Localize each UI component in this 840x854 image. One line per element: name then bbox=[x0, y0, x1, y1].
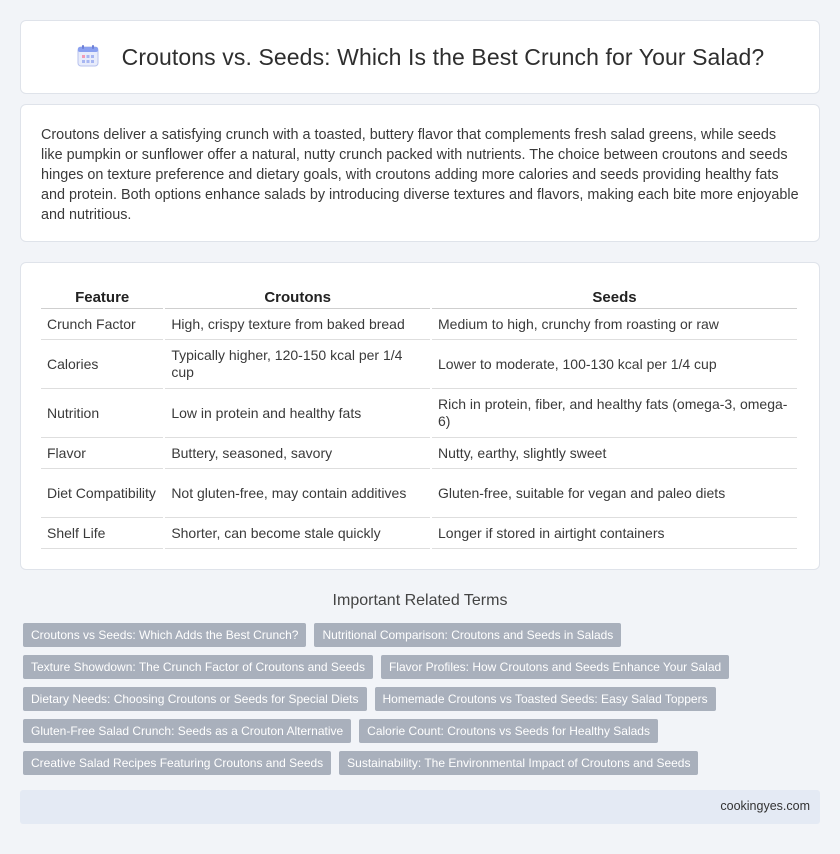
comparison-table bbox=[39, 283, 799, 549]
intro-card bbox=[20, 104, 820, 242]
seeds-cell: Lower to moderate, 100-130 kcal per 1/4 cup bbox=[432, 340, 797, 389]
seeds-cell: Medium to high, crunchy from roasting or raw bbox=[432, 309, 797, 340]
related-term-link[interactable]: Homemade Croutons vs Toasted Seeds: Easy Salad Toppers bbox=[375, 687, 716, 711]
seeds-cell: Gluten-free, suitable for vegan and paleo diets bbox=[432, 469, 797, 518]
related-term-link[interactable]: Creative Salad Recipes Featuring Croutons and Seeds bbox=[23, 751, 331, 775]
feature-cell: Crunch Factor bbox=[41, 309, 163, 340]
header-feature: Feature bbox=[41, 283, 163, 309]
feature-cell: Flavor bbox=[41, 438, 163, 469]
calendar-icon bbox=[76, 44, 100, 68]
table-header-row bbox=[41, 283, 797, 309]
related-term-link[interactable]: Gluten-Free Salad Crunch: Seeds as a Crouton Alternative bbox=[23, 719, 351, 743]
table-row bbox=[41, 518, 797, 549]
table-row bbox=[41, 309, 797, 340]
related-terms-list bbox=[23, 623, 813, 783]
croutons-cell: Buttery, seasoned, savory bbox=[165, 438, 430, 469]
feature-cell: Diet Compatibility bbox=[41, 469, 163, 518]
related-term-link[interactable]: Sustainability: The Environmental Impact of Croutons and Seeds bbox=[339, 751, 698, 775]
tag-row bbox=[23, 751, 813, 775]
comparison-table-card bbox=[20, 262, 820, 570]
seeds-cell: Rich in protein, fiber, and healthy fats (omega-3, omega-6) bbox=[432, 389, 797, 438]
related-term-link[interactable]: Dietary Needs: Choosing Croutons or Seeds for Special Diets bbox=[23, 687, 367, 711]
feature-cell: Calories bbox=[41, 340, 163, 389]
tag-row bbox=[23, 719, 813, 743]
table-row bbox=[41, 389, 797, 438]
croutons-cell: Shorter, can become stale quickly bbox=[165, 518, 430, 549]
croutons-cell: Typically higher, 120-150 kcal per 1/4 cup bbox=[165, 340, 430, 389]
intro-paragraph: Croutons deliver a satisfying crunch with a toasted, buttery flavor that complements fresh salad greens, while seeds like pumpkin or sunflower offer a natural, nutty crunch packed with nutrients. The choice between croutons and seeds hinges on texture preference and dietary goals, with croutons adding more calories and seeds providing healthy fats and protein. Both options enhance salads by introducing diverse textures and flavors, making each bite more enjoyable and nutritious. bbox=[41, 127, 799, 223]
related-terms-heading: Important Related Terms bbox=[332, 592, 508, 609]
title-card bbox=[20, 20, 820, 94]
header-croutons: Croutons bbox=[165, 283, 430, 309]
footer-site-name: cookingyes.com bbox=[720, 799, 810, 813]
table-row bbox=[41, 340, 797, 389]
croutons-cell: Low in protein and healthy fats bbox=[165, 389, 430, 438]
table-row bbox=[41, 469, 797, 518]
header-seeds: Seeds bbox=[432, 283, 797, 309]
tag-row bbox=[23, 687, 813, 711]
page-title: Croutons vs. Seeds: Which Is the Best Crunch for Your Salad? bbox=[121, 43, 765, 70]
related-term-link[interactable]: Croutons vs Seeds: Which Adds the Best Crunch? bbox=[23, 623, 306, 647]
seeds-cell: Nutty, earthy, slightly sweet bbox=[432, 438, 797, 469]
seeds-cell: Longer if stored in airtight containers bbox=[432, 518, 797, 549]
croutons-cell: Not gluten-free, may contain additives bbox=[165, 469, 430, 518]
tag-row bbox=[23, 623, 813, 647]
feature-cell: Shelf Life bbox=[41, 518, 163, 549]
feature-cell: Nutrition bbox=[41, 389, 163, 438]
related-term-link[interactable]: Nutritional Comparison: Croutons and Seeds in Salads bbox=[314, 623, 621, 647]
croutons-cell: High, crispy texture from baked bread bbox=[165, 309, 430, 340]
tag-row bbox=[23, 655, 813, 679]
table-row bbox=[41, 438, 797, 469]
related-term-link[interactable]: Calorie Count: Croutons vs Seeds for Healthy Salads bbox=[359, 719, 658, 743]
related-term-link[interactable]: Texture Showdown: The Crunch Factor of Croutons and Seeds bbox=[23, 655, 373, 679]
footer bbox=[20, 790, 820, 824]
related-term-link[interactable]: Flavor Profiles: How Croutons and Seeds Enhance Your Salad bbox=[381, 655, 729, 679]
